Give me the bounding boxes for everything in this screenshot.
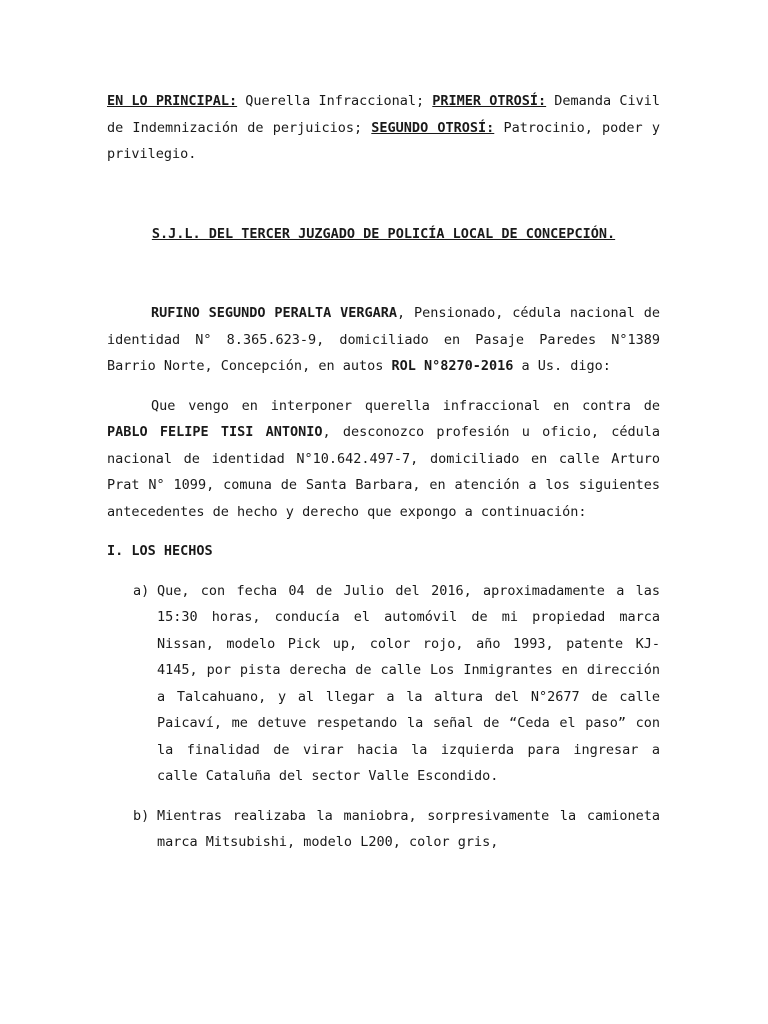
querella-text-2: , desconozco profesión u oficio, cédula nacional de identidad N°10.642.497-7, domiciliado en calle Arturo Prat N° 1099, comuna de Santa Barbara, en atención a los siguientes antecedentes de hecho y derecho que expongo a continuación: — [107, 424, 660, 520]
list-item — [107, 803, 660, 856]
defendant-name: PABLO FELIPE TISI ANTONIO — [107, 424, 323, 440]
list-marker: a) — [133, 582, 150, 599]
list-item — [107, 578, 660, 790]
list-item-text: Mientras realizaba la maniobra, sorpresivamente la camioneta marca Mitsubishi, modelo L200, color gris, — [157, 807, 660, 850]
document-page — [107, 88, 660, 856]
otrosi2-text: Patrocinio, poder y privilegio. — [107, 119, 660, 162]
otrosi2-label: SEGUNDO OTROSÍ: — [371, 119, 495, 136]
intro-text-1: , Pensionado, cédula nacional de identidad N° 8.365.623-9, domiciliado en Pasaje Paredes N°1389 Barrio Norte, Concepción, en autos — [107, 305, 660, 374]
principal-label: EN LO PRINCIPAL: — [107, 93, 238, 109]
querella-paragraph — [107, 393, 660, 526]
summary-header — [107, 88, 660, 168]
principal-text: Querella Infraccional; — [237, 93, 433, 109]
intro-text-2: a Us. digo: — [513, 358, 611, 374]
otrosi1-text: Demanda Civil de Indemnización de perjuicios; — [107, 93, 660, 136]
list-marker: b) — [133, 807, 150, 824]
intro-paragraph — [107, 300, 660, 380]
rol-number: ROL N°8270-2016 — [391, 358, 514, 374]
list-item-text: Que, con fecha 04 de Julio del 2016, aproximadamente a las 15:30 horas, conducía el automóvil de mi propiedad marca Nissan, modelo Pick up, color rojo, año 1993, patente KJ-4145, por pista derecha de calle Los Inmigrantes en dirección a Talcahuano, y al llegar a la altura del N°2677 de calle Paicaví, me detuve respetando la señal de “Ceda el paso” con la finalidad de virar hacia la izquierda para ingresar a calle Cataluña del sector Valle Escondido. — [157, 582, 660, 784]
court-title: S.J.L. DEL TERCER JUZGADO DE POLICÍA LOCAL DE CONCEPCIÓN. — [151, 225, 616, 242]
facts-list — [107, 578, 660, 856]
plaintiff-name: RUFINO SEGUNDO PERALTA VERGARA — [151, 305, 398, 321]
section-heading: I. LOS HECHOS — [107, 543, 213, 559]
querella-text-1: Que vengo en interponer querella infraccional en contra de — [151, 397, 660, 414]
otrosi1-label: PRIMER OTROSÍ: — [432, 93, 547, 109]
